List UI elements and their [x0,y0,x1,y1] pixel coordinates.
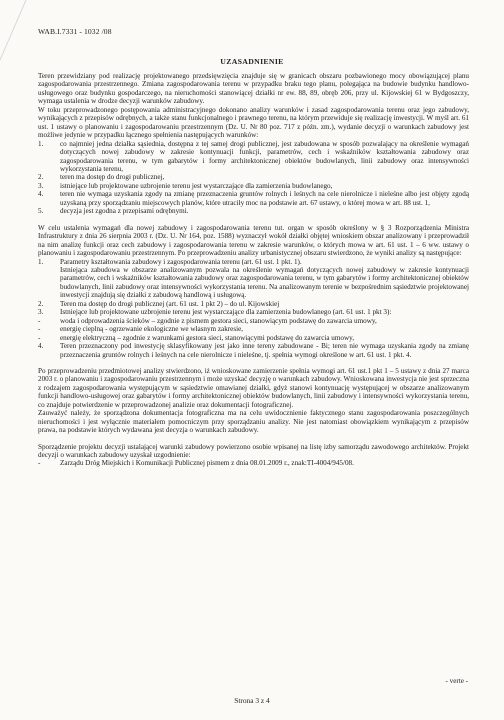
utility-item: - woda i odprowadzenia ścieków – zgodnie z pismem gestora sieci, stanowiącym podstawę do zawarcia umowy, [38,316,377,325]
condition-item: 3. istniejące lub projektowane uzbrojenie terenu jest wystarczające dla zamierzenia budowlanego, [38,181,333,190]
result-item: 1. Parametry kształtowania zabudowy i zagospodarowania terenu (art. 61 ust. 1 pkt. 1). [38,257,302,266]
document-title: UZASADNIENIE [220,57,284,66]
result-item: 2. Teren ma dostęp do drogi publicznej (art. 61 ust. 1 pkt 2) – do ul. Kijowskiej [38,299,280,308]
condition-item: 2. teren ma dostęp do drogi publicznej, [38,173,165,182]
result-item: 3. Istniejące lub projektowane uzbrojenie terenu jest wystarczające dla zamierzenia budowlanego (art. 61 ust. 1 pkt 3): [38,308,392,317]
condition-item: 1. co najmniej jedna działka sąsiednia, dostępna z tej samej drogi publicznej, jest zabudowana w sposób pozwalający na określenie wymagań dotyczących nowej zabudowy w zakresie kontynuacji funkcji, parametrów, cech i wskaźników kształtowania zabudowy oraz zagospodarowania terenu, w tym gabarytów i formy architektonicznej obiektów budowlanych, linii zabudowy oraz intensywności wykorzystania terenu, [38,139,469,173]
analysis-paragraph: W celu ustalenia wymagań dla nowej zabudowy i zagospodarowania terenu tut. organ w sposób określony w § 3 Rozporządzenia Ministra Infrastruktury z dnia 26 sierpnia 2003 r. (Dz. U. Nr 164, poz. 1588) wyznaczył wokół działki objętej wnioskiem obszar analizowany i przeprowadził na nim analizę funkcji oraz cech zabudowy i zagospodarowania terenu w zakresie warunków, o których mowa w art. 61 ust. 1 – 6 ww. ustawy o planowaniu i zagospodarowaniu przestrzennym. Po przeprowadzeniu analizy urbanistycznej obszaru stwierdzono, że wyniki analizy są następujące: [38,223,469,258]
page-number: Strona 3 z 4 [234,696,270,705]
intro-paragraph-1: Teren przewidziany pod realizację projektowanego przedsięwzięcia znajduje się w granicach obszaru pozbawionego mocy obowiązującej planu zagospodarowania przestrzennego. Zmiana zagospodarowania terenu w przypadku braku tego planu, polegająca na budowie budynku handlowo-usługowego oraz budynku gospodarczego, na nieruchomości stanowiącej działki nr ew. 88, 89, obręb 206, przy ul. Kijowskiej 61 w Bydgoszczy, wymaga ustalenia w drodze decyzji warunków zabudowy. [38,72,469,106]
approvals-list [38,459,469,467]
final-paragraph: Sporządzenie projektu decyzji ustalającej warunki zabudowy powierzono osobie wpisanej na listę izby samorządu zawodowego architektów. Projekt decyzji o warunkach zabudowy uzyskał uzgodnienie: [38,442,469,460]
utility-item: - energię elektryczną – zgodnie z warunkami gestora sieci, stanowiącymi podstawę do zawarcia umowy, [38,333,355,342]
reference-number: WAB.I.7331 - 1032 /08 [38,27,112,36]
conclusion-paragraph-2: Zauważyć należy, że sporządzona dokumentacja fotograficzna ma na celu uwidocznienie faktycznego stanu zagospodarowania poszczególnych nieruchomości i jest wyłącznie materiałem pomocniczym przy sporządzaniu analizy. Nie jest natomiast obowiązkiem wynikającym z przepisów prawa, na podstawie których wydawana jest decyzja o warunkach zabudowy. [38,409,469,435]
results-list [38,258,469,266]
verte-note: - verte - [445,677,468,685]
approval-item: - Zarządu Dróg Miejskich i Komunikacji Publicznej pismem z dnia 08.01.2009 r., znak:TI-4004/945/08. [38,459,354,468]
result-item: 4. Teren przeznaczony pod inwestycję sklasyfikowany jest jako inne tereny zabudowane - Bi; teren nie wymaga uzyskania zgody na zmianę przeznaczenia gruntów rolnych i leśnych na cele nierolnicze i nieleśne, tj. spełnia wymogi określone w art. 61 ust. 1 pkt. 4. [38,342,469,359]
conclusion-paragraph-1: Po przeprowadzeniu przedmiotowej analizy stwierdzono, iż wnioskowane zamierzenie spełnia wymogi art. 61 ust.1 pkt 1 – 5 ustawy z dnia 27 marca 2003 r. o planowaniu i zagospodarowaniu przestrzennym i może uzyskać decyzję o warunkach zabudowy. Wnioskowana inwestycja nie jest sprzeczna z rodzajem zagospodarowania występującym w sąsiedztwie omawianej działki, gdyż stanowi kontynuację występującej w obszarze analizowanym funkcji handlowo-usługowej oraz gabarytów i formy architektonicznej obiektów budowlanych, linii zabudowy i intensywności wykorzystania terenu, co znajduje potwierdzenie w przeprowadzonej analizie oraz dokumentacji fotograficznej. [38,366,469,409]
utilities-list [38,317,469,342]
document-body [38,72,469,468]
conditions-list [38,140,469,216]
condition-item: 4. teren nie wymaga uzyskania zgody na zmianę przeznaczenia gruntów rolnych i leśnych na cele nierolnicze i nieleśne albo jest objęty zgodą uzyskaną przy sporządzaniu miejscowych planów, które utraciły moc na podstawie art. 67 ustawy, o której mowa w art. 88 ust. 1, [38,190,469,207]
condition-item: 5. decyzja jest zgodna z przepisami odrębnymi. [38,207,189,216]
utility-item: - energię cieplną - ogrzewanie ekologiczne we własnym zakresie, [38,325,244,334]
intro-paragraph-2: W toku przeprowadzonego postępowania administracyjnego dokonano analizy warunków i zasad zagospodarowania terenu oraz jego zabudowy, wynikających z przepisów odrębnych, a także stanu funkcjonalnego i prawnego terenu, na którym przewiduje się realizację inwestycji. W myśl art. 61 ust. 1 ustawy o planowaniu i zagospodarowaniu przestrzennym (Dz. U. Nr 80 poz. 717 z późn. zm.), wydanie decyzji o warunkach zabudowy jest możliwe jedynie w przypadku łącznego spełnienia następujących warunków: [38,105,469,140]
result-1-description: Istniejąca zabudowa w obszarze analizowanym pozwala na określenie wymagań dotyczących nowej zabudowy w zakresie kontynuacji parametrów, cech i wskaźników kształtowania zabudowy oraz zagospodarowania terenu, w tym gabarytów i formy architektonicznej obiektów budowlanych, linii zabudowy oraz intensywności wykorzystania terenu. Na analizowanym terenie w bezpośrednim sąsiedztwie projektowanej inwestycji znajdują się działki z zabudową handlową i usługową. [60,265,469,300]
